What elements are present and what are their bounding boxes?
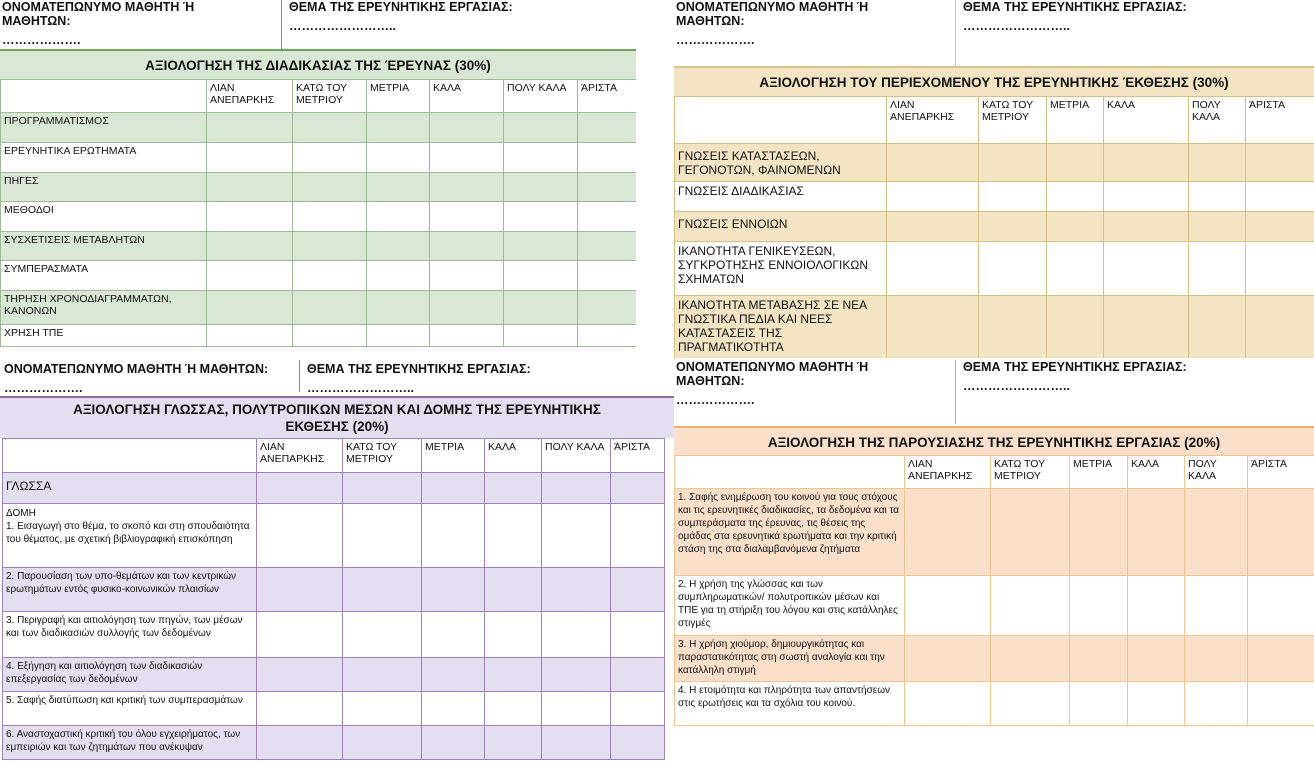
- student-name-field[interactable]: [676, 0, 946, 47]
- rating-cell[interactable]: [611, 473, 665, 504]
- rating-cell[interactable]: [1070, 489, 1128, 576]
- criterion-label: ΔΟΜΗ 1. Εισαγωγή στο θέμα, το σκοπό και στη σπουδαιότητα του θέματος, με σχετική βιβλιογραφική επισκόπηση: [3, 504, 257, 568]
- table-row: [3, 473, 665, 504]
- scale-header-row: [1, 80, 637, 113]
- rating-cell[interactable]: [504, 113, 578, 143]
- rating-cell[interactable]: [1104, 212, 1189, 242]
- rating-cell[interactable]: [1248, 682, 1314, 726]
- rating-cell[interactable]: [293, 291, 367, 325]
- rubric-table: [0, 79, 636, 347]
- rating-cell[interactable]: [485, 612, 542, 658]
- criterion-label: ΣΥΜΠΕΡΑΣΜΑΤΑ: [1, 261, 207, 291]
- rating-cell[interactable]: [578, 325, 637, 347]
- criterion-label: ΧΡΗΣΗ ΤΠΕ: [1, 325, 207, 347]
- rating-cell[interactable]: [422, 612, 485, 658]
- scale-label: ΆΡΙΣΤΑ: [1248, 456, 1314, 489]
- student-name-dots: ……………….: [676, 33, 755, 47]
- scale-label: ΛΙΑΝ ΑΝΕΠΑΡΚΗΣ: [207, 80, 293, 113]
- rating-cell[interactable]: [1128, 576, 1185, 636]
- rating-cell[interactable]: [257, 692, 343, 726]
- rating-cell[interactable]: [504, 325, 578, 347]
- table-row: [675, 144, 1314, 182]
- criterion-label: ΙΚΑΝΟΤΗΤΑ ΓΕΝΙΚΕΥΣΕΩΝ, ΣΥΓΚΡΟΤΗΣΗΣ ΕΝΝΟΙΟΛΟΓΙΚΩΝ ΣΧΗΜΑΤΩΝ: [675, 242, 887, 296]
- rating-cell[interactable]: [1246, 144, 1314, 182]
- scale-label: ΚΑΤΩ ΤΟΥ ΜΕΤΡΙΟΥ: [343, 439, 422, 473]
- rating-cell[interactable]: [430, 143, 504, 173]
- table-row: [1, 173, 637, 202]
- criterion-label: 6. Αναστοχαστική κριτική του όλου εγχειρήματος, των εμπειριών και των ζητημάτων που ανέκυψαν: [3, 726, 257, 760]
- criterion-label: ΕΡΕΥΝΗΤΙΚΑ ΕΡΩΤΗΜΑΤΑ: [1, 143, 207, 173]
- rating-cell[interactable]: [422, 692, 485, 726]
- rating-cell[interactable]: [207, 291, 293, 325]
- rating-cell[interactable]: [905, 682, 991, 726]
- rating-cell[interactable]: [257, 612, 343, 658]
- rating-cell[interactable]: [1189, 182, 1246, 212]
- rating-cell[interactable]: [1104, 242, 1189, 296]
- rating-cell[interactable]: [367, 232, 430, 261]
- rating-cell[interactable]: [293, 202, 367, 232]
- rating-cell[interactable]: [343, 504, 422, 568]
- scale-label: ΜΕΤΡΙΑ: [367, 80, 430, 113]
- table-row: [675, 576, 1314, 636]
- panel-research-process: [0, 0, 636, 350]
- rating-cell[interactable]: [1047, 296, 1104, 359]
- panel-header: [0, 0, 636, 49]
- criterion-label: 3. Η χρήση χιούμορ, δημιουργικότητας και παραστατικότητας στη σωστή αναλογία και την κατάλληλη στιγμή: [675, 636, 905, 682]
- rating-cell[interactable]: [542, 692, 611, 726]
- research-topic-dots: ……………………..: [307, 381, 414, 395]
- section-title: ΑΞΙΟΛΟΓΗΣΗ ΤΗΣ ΠΑΡΟΥΣΙΑΣΗΣ ΤΗΣ ΕΡΕΥΝΗΤΙΚΗΣ ΕΡΓΑΣΙΑΣ (20%): [674, 426, 1314, 456]
- research-topic-field[interactable]: [963, 360, 1303, 393]
- rating-cell[interactable]: [1248, 489, 1314, 576]
- rating-cell[interactable]: [1047, 242, 1104, 296]
- table-row: [675, 489, 1314, 576]
- rating-cell[interactable]: [578, 173, 637, 202]
- research-topic-label: ΘΕΜΑ ΤΗΣ ΕΡΕΥΝΗΤΙΚΗΣ ΕΡΓΑΣΙΑΣ:: [307, 362, 531, 376]
- table-row: [1, 202, 637, 232]
- rating-cell[interactable]: [1189, 296, 1246, 359]
- rating-cell[interactable]: [542, 726, 611, 760]
- scale-header-row: [675, 456, 1314, 489]
- rating-cell[interactable]: [257, 726, 343, 760]
- rating-cell[interactable]: [542, 473, 611, 504]
- scale-label: ΠΟΛΥ ΚΑΛΑ: [504, 80, 578, 113]
- rating-cell[interactable]: [979, 182, 1047, 212]
- scale-label: ΚΑΛΑ: [1104, 97, 1189, 144]
- rating-cell[interactable]: [1104, 182, 1189, 212]
- rating-cell[interactable]: [1189, 144, 1246, 182]
- rating-cell[interactable]: [905, 576, 991, 636]
- rating-cell[interactable]: [207, 173, 293, 202]
- rating-cell[interactable]: [485, 658, 542, 692]
- rating-cell[interactable]: [504, 291, 578, 325]
- rating-cell[interactable]: [430, 173, 504, 202]
- rating-cell[interactable]: [1128, 682, 1185, 726]
- rating-cell[interactable]: [293, 232, 367, 261]
- scale-label: ΚΑΤΩ ΤΟΥ ΜΕΤΡΙΟΥ: [979, 97, 1047, 144]
- rating-cell[interactable]: [207, 232, 293, 261]
- rating-cell[interactable]: [207, 325, 293, 347]
- rating-cell[interactable]: [293, 113, 367, 143]
- rating-cell[interactable]: [422, 568, 485, 612]
- table-row: [1, 232, 637, 261]
- student-name-dots: ……………….: [4, 381, 83, 395]
- criterion-label: ΓΝΩΣΕΙΣ ΚΑΤΑΣΤΑΣΕΩΝ, ΓΕΓΟΝΟΤΩΝ, ΦΑΙΝΟΜΕΝΩΝ: [675, 144, 887, 182]
- rating-cell[interactable]: [1189, 242, 1246, 296]
- rating-cell[interactable]: [1104, 144, 1189, 182]
- criterion-label: ΤΗΡΗΣΗ ΧΡΟΝΟΔΙΑΓΡΑΜΜΑΤΩΝ, ΚΑΝΟΝΩΝ: [1, 291, 207, 325]
- scale-label: ΜΕΤΡΙΑ: [422, 439, 485, 473]
- student-name-label: ΟΝΟΜΑΤΕΠΩΝΥΜΟ ΜΑΘΗΤΗ Ή ΜΑΘΗΤΩΝ:: [676, 360, 869, 388]
- rating-cell[interactable]: [1070, 682, 1128, 726]
- rating-cell[interactable]: [979, 242, 1047, 296]
- rating-cell[interactable]: [1248, 636, 1314, 682]
- rating-cell[interactable]: [422, 726, 485, 760]
- rating-cell[interactable]: [367, 325, 430, 347]
- table-row: [1, 143, 637, 173]
- rating-cell[interactable]: [207, 143, 293, 173]
- student-name-field[interactable]: [4, 362, 294, 395]
- rating-cell[interactable]: [257, 473, 343, 504]
- table-row: [675, 296, 1314, 359]
- rating-cell[interactable]: [578, 202, 637, 232]
- table-row: [3, 726, 665, 760]
- rating-cell[interactable]: [1246, 242, 1314, 296]
- rating-cell[interactable]: [485, 473, 542, 504]
- rating-cell[interactable]: [1047, 182, 1104, 212]
- table-row: [3, 504, 665, 568]
- criterion-label: ΙΚΑΝΟΤΗΤΑ ΜΕΤΑΒΑΣΗΣ ΣΕ ΝΕΑ ΓΝΩΣΤΙΚΑ ΠΕΔΙΑ ΚΑΙ ΝΕΕΣ ΚΑΤΑΣΤΑΣΕΙΣ ΤΗΣ ΠΡΑΓΜΑΤΙΚΟΤΗΤΑ: [675, 296, 887, 359]
- rubric-table: [2, 438, 665, 760]
- rating-cell[interactable]: [207, 261, 293, 291]
- table-row: [1, 261, 637, 291]
- student-name-field[interactable]: [2, 0, 272, 47]
- criterion-label: 1. Σαφής ενημέρωση του κοινού για τους στόχους και τις ερευνητικές διαδικασίες, τα δεδομένα και τα συμπεράσματα της έρευνας, τις θέσεις της ομάδας στα ερευνητικά ερωτήματα και την κριτική στάση της στα διαλαμβανόμενα ζητήματα: [675, 489, 905, 576]
- scale-label: ΚΑΛΑ: [1128, 456, 1185, 489]
- scale-label: ΜΕΤΡΙΑ: [1047, 97, 1104, 144]
- rubric-table: [674, 455, 1314, 726]
- rating-cell[interactable]: [1128, 636, 1185, 682]
- criterion-label: 2. Παρουσίαση των υπο-θεμάτων και των κεντρικών ερωτημάτων εντός φυσικο-κοινωνικών πλαισίων: [3, 568, 257, 612]
- rating-cell[interactable]: [367, 202, 430, 232]
- rating-cell[interactable]: [343, 692, 422, 726]
- rating-cell[interactable]: [578, 291, 637, 325]
- criterion-label: ΣΥΣΧΕΤΙΣΕΙΣ ΜΕΤΑΒΛΗΤΩΝ: [1, 232, 207, 261]
- panel-header: [0, 358, 674, 395]
- scale-label: ΆΡΙΣΤΑ: [1246, 97, 1314, 144]
- rating-cell[interactable]: [430, 261, 504, 291]
- rating-cell[interactable]: [485, 692, 542, 726]
- rating-cell[interactable]: [578, 143, 637, 173]
- criterion-label: ΜΕΘΟΔΟΙ: [1, 202, 207, 232]
- research-topic-field[interactable]: [289, 0, 629, 33]
- rating-cell[interactable]: [367, 143, 430, 173]
- rating-cell[interactable]: [504, 232, 578, 261]
- criterion-label: 3. Περιγραφή και αιτιολόγηση των πηγών, των μέσων και των διαδικασιών συλλογής των δεδομένων: [3, 612, 257, 658]
- table-row: [675, 636, 1314, 682]
- rating-cell[interactable]: [293, 325, 367, 347]
- rating-cell[interactable]: [343, 658, 422, 692]
- rating-cell[interactable]: [504, 143, 578, 173]
- panel-language-structure: [0, 358, 674, 764]
- rating-cell[interactable]: [367, 291, 430, 325]
- rating-cell[interactable]: [430, 325, 504, 347]
- table-row: [1, 113, 637, 143]
- scale-label: ΚΑΤΩ ΤΟΥ ΜΕΤΡΙΟΥ: [293, 80, 367, 113]
- rating-cell[interactable]: [887, 182, 979, 212]
- rating-cell[interactable]: [1047, 144, 1104, 182]
- scale-label: ΛΙΑΝ ΑΝΕΠΑΡΚΗΣ: [905, 456, 991, 489]
- rating-cell[interactable]: [430, 202, 504, 232]
- rating-cell[interactable]: [504, 173, 578, 202]
- rating-cell[interactable]: [257, 568, 343, 612]
- rating-cell[interactable]: [422, 504, 485, 568]
- section-title: ΑΞΙΟΛΟΓΗΣΗ ΓΛΩΣΣΑΣ, ΠΟΛΥΤΡΟΠΙΚΩΝ ΜΕΣΩΝ ΚΑΙ ΔΟΜΗΣ ΤΗΣ ΕΡΕΥΝΗΤΙΚΗΣ ΕΚΘΕΣΗΣ (20%): [0, 396, 674, 438]
- rating-cell[interactable]: [1047, 212, 1104, 242]
- scale-header-row: [3, 439, 665, 473]
- rating-cell[interactable]: [1246, 182, 1314, 212]
- rating-cell[interactable]: [422, 658, 485, 692]
- rating-cell[interactable]: [343, 473, 422, 504]
- table-row: [3, 568, 665, 612]
- rating-cell[interactable]: [991, 576, 1070, 636]
- rating-cell[interactable]: [991, 489, 1070, 576]
- student-name-label: ΟΝΟΜΑΤΕΠΩΝΥΜΟ ΜΑΘΗΤΗ Ή ΜΑΘΗΤΩΝ:: [676, 0, 869, 28]
- criterion-label: 4. Η ετοιμότητα και πληρότητα των απαντήσεων στις ερωτήσεις και τα σχόλια του κοινού.: [675, 682, 905, 726]
- criterion-label: ΠΗΓΕΣ: [1, 173, 207, 202]
- table-row: [675, 182, 1314, 212]
- rating-cell[interactable]: [293, 261, 367, 291]
- rating-cell[interactable]: [578, 261, 637, 291]
- rating-cell[interactable]: [1070, 636, 1128, 682]
- research-topic-label: ΘΕΜΑ ΤΗΣ ΕΡΕΥΝΗΤΙΚΗΣ ΕΡΓΑΣΙΑΣ:: [289, 0, 513, 14]
- rating-cell[interactable]: [578, 232, 637, 261]
- rating-cell[interactable]: [504, 202, 578, 232]
- rating-cell[interactable]: [887, 212, 979, 242]
- rating-cell[interactable]: [485, 504, 542, 568]
- rating-cell[interactable]: [1189, 212, 1246, 242]
- rating-cell[interactable]: [207, 202, 293, 232]
- scale-label: ΠΟΛΥ ΚΑΛΑ: [1185, 456, 1248, 489]
- criterion-label: 5. Σαφής διατύπωση και κριτική των συμπερασμάτων: [3, 692, 257, 726]
- scale-label: ΠΟΛΥ ΚΑΛΑ: [542, 439, 611, 473]
- table-row: [3, 658, 665, 692]
- rating-cell[interactable]: [430, 232, 504, 261]
- research-topic-dots: ……………………..: [963, 379, 1070, 393]
- rating-cell[interactable]: [1128, 489, 1185, 576]
- rating-cell[interactable]: [343, 612, 422, 658]
- rating-cell[interactable]: [1070, 576, 1128, 636]
- scale-label: ΜΕΤΡΙΑ: [1070, 456, 1128, 489]
- scale-label: ΆΡΙΣΤΑ: [578, 80, 637, 113]
- research-topic-label: ΘΕΜΑ ΤΗΣ ΕΡΕΥΝΗΤΙΚΗΣ ΕΡΓΑΣΙΑΣ:: [963, 360, 1187, 374]
- rating-cell[interactable]: [991, 682, 1070, 726]
- criterion-label: ΓΛΩΣΣΑ: [3, 473, 257, 504]
- research-topic-dots: ……………………..: [963, 19, 1070, 33]
- rating-cell[interactable]: [887, 242, 979, 296]
- criterion-label: ΠΡΟΓΡΑΜΜΑΤΙΣΜΟΣ: [1, 113, 207, 143]
- panel-report-content: [674, 0, 1314, 358]
- rating-cell[interactable]: [979, 212, 1047, 242]
- rating-cell[interactable]: [905, 636, 991, 682]
- scale-label: ΚΑΤΩ ΤΟΥ ΜΕΤΡΙΟΥ: [991, 456, 1070, 489]
- rating-cell[interactable]: [542, 658, 611, 692]
- rating-cell[interactable]: [430, 291, 504, 325]
- scale-label: ΆΡΙΣΤΑ: [611, 439, 665, 473]
- student-name-dots: ……………….: [676, 393, 755, 407]
- research-topic-label: ΘΕΜΑ ΤΗΣ ΕΡΕΥΝΗΤΙΚΗΣ ΕΡΓΑΣΙΑΣ:: [963, 0, 1187, 14]
- rating-cell[interactable]: [611, 658, 665, 692]
- rating-cell[interactable]: [542, 568, 611, 612]
- scale-label: ΚΑΛΑ: [485, 439, 542, 473]
- criterion-label: 4. Εξήγηση και αιτιολόγηση των διαδικασιών επεξεργασίας των δεδομένων: [3, 658, 257, 692]
- scale-label: ΚΑΛΑ: [430, 80, 504, 113]
- table-row: [1, 325, 637, 347]
- student-name-label: ΟΝΟΜΑΤΕΠΩΝΥΜΟ ΜΑΘΗΤΗ Ή ΜΑΘΗΤΩΝ:: [2, 0, 195, 28]
- rating-cell[interactable]: [611, 726, 665, 760]
- rating-cell[interactable]: [1185, 489, 1248, 576]
- criterion-label: ΓΝΩΣΕΙΣ ΔΙΑΔΙΚΑΣΙΑΣ: [675, 182, 887, 212]
- rating-cell[interactable]: [367, 261, 430, 291]
- panel-presentation: [674, 358, 1314, 764]
- student-name-dots: ……………….: [2, 33, 81, 47]
- rating-cell[interactable]: [207, 113, 293, 143]
- rating-cell[interactable]: [1104, 296, 1189, 359]
- rating-cell[interactable]: [905, 489, 991, 576]
- research-topic-field[interactable]: [307, 362, 647, 395]
- table-row: [675, 212, 1314, 242]
- rating-cell[interactable]: [991, 636, 1070, 682]
- rating-cell[interactable]: [485, 726, 542, 760]
- rating-cell[interactable]: [578, 113, 637, 143]
- table-row: [675, 682, 1314, 726]
- rating-cell[interactable]: [611, 568, 665, 612]
- scale-label: ΛΙΑΝ ΑΝΕΠΑΡΚΗΣ: [257, 439, 343, 473]
- rating-cell[interactable]: [611, 612, 665, 658]
- rating-cell[interactable]: [367, 173, 430, 202]
- criterion-label: 2. Η χρήση της γλώσσας και των συμπληρωματικών/ πολυτροπικών μέσων και ΤΠΕ για τη στήριξη του λόγου και στις κατάλληλες στιγμές: [675, 576, 905, 636]
- criterion-label: ΓΝΩΣΕΙΣ ΕΝΝΟΙΩΝ: [675, 212, 887, 242]
- rating-cell[interactable]: [542, 504, 611, 568]
- student-name-label: ΟΝΟΜΑΤΕΠΩΝΥΜΟ ΜΑΘΗΤΗ Ή ΜΑΘΗΤΩΝ:: [4, 362, 269, 376]
- research-topic-field[interactable]: [963, 0, 1303, 33]
- rating-cell[interactable]: [1185, 682, 1248, 726]
- rating-cell[interactable]: [485, 568, 542, 612]
- rating-cell[interactable]: [504, 261, 578, 291]
- rating-cell[interactable]: [257, 504, 343, 568]
- table-row: [675, 242, 1314, 296]
- rating-cell[interactable]: [887, 296, 979, 359]
- rating-cell[interactable]: [887, 144, 979, 182]
- rating-cell[interactable]: [1185, 576, 1248, 636]
- scale-label: ΠΟΛΥ ΚΑΛΑ: [1189, 97, 1246, 144]
- rating-cell[interactable]: [293, 143, 367, 173]
- scale-header-row: [675, 97, 1314, 144]
- research-topic-dots: ……………………..: [289, 19, 396, 33]
- rating-cell[interactable]: [1246, 296, 1314, 359]
- rating-cell[interactable]: [257, 658, 343, 692]
- rating-cell[interactable]: [611, 692, 665, 726]
- rating-cell[interactable]: [979, 296, 1047, 359]
- rating-cell[interactable]: [422, 473, 485, 504]
- rating-cell[interactable]: [343, 568, 422, 612]
- rating-cell[interactable]: [293, 173, 367, 202]
- rating-cell[interactable]: [979, 144, 1047, 182]
- rating-cell[interactable]: [343, 726, 422, 760]
- panel-header: [674, 0, 1314, 66]
- rating-cell[interactable]: [1248, 576, 1314, 636]
- student-name-field[interactable]: [676, 360, 946, 407]
- section-title: ΑΞΙΟΛΟΓΗΣΗ ΤΗΣ ΔΙΑΔΙΚΑΣΙΑΣ ΤΗΣ ΈΡΕΥΝΑΣ (30%): [0, 49, 636, 79]
- rubric-table: [674, 96, 1314, 358]
- panel-header: [674, 358, 1314, 424]
- section-title: ΑΞΙΟΛΟΓΗΣΗ ΤΟΥ ΠΕΡΙΕΧΟΜΕΝΟΥ ΤΗΣ ΕΡΕΥΝΗΤΙΚΗΣ ΈΚΘΕΣΗΣ (30%): [674, 66, 1314, 96]
- rating-cell[interactable]: [367, 113, 430, 143]
- scale-label: ΛΙΑΝ ΑΝΕΠΑΡΚΗΣ: [887, 97, 979, 144]
- rating-cell[interactable]: [430, 113, 504, 143]
- table-row: [3, 692, 665, 726]
- rating-cell[interactable]: [542, 612, 611, 658]
- table-row: [3, 612, 665, 658]
- rating-cell[interactable]: [611, 504, 665, 568]
- rating-cell[interactable]: [1185, 636, 1248, 682]
- rating-cell[interactable]: [1246, 212, 1314, 242]
- table-row: [1, 291, 637, 325]
